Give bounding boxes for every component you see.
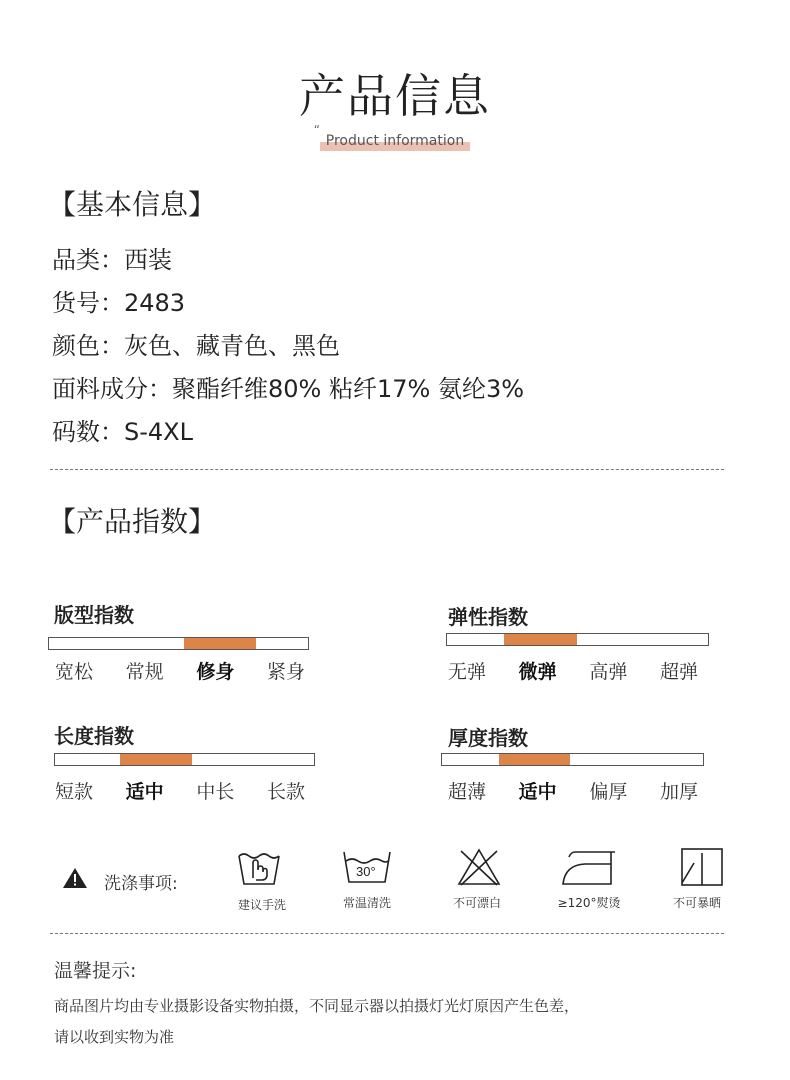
subtitle-wrap xyxy=(0,123,790,151)
no-sun-dry-icon xyxy=(680,847,724,891)
hand-wash-icon xyxy=(236,848,282,892)
basic-info-title: 【基本信息】 xyxy=(48,188,217,221)
length-index-title: 长度指数 xyxy=(54,724,134,748)
fit-label-slim: 修身 xyxy=(196,661,235,683)
thickness-label-extra-thick: 加厚 xyxy=(659,781,698,803)
divider-bottom xyxy=(50,933,724,934)
elasticity-label-none: 无弹 xyxy=(448,661,487,683)
thickness-index-labels xyxy=(448,777,698,804)
product-index-title: 【产品指数】 xyxy=(48,505,217,538)
wash-30-icon xyxy=(341,849,393,889)
elasticity-label-super: 超弹 xyxy=(659,661,698,683)
length-index-bar xyxy=(54,753,315,766)
thickness-index-bar xyxy=(441,753,704,766)
info-item-number: 货号：2483 xyxy=(52,289,186,317)
no-bleach-caption: 不可漂白 xyxy=(452,896,501,910)
info-sizes: 码数：S-4XL xyxy=(52,418,193,446)
length-index-fill xyxy=(120,754,193,765)
tips-line-2: 请以收到实物为准 xyxy=(54,1028,175,1046)
info-colors: 颜色：灰色、藏青色、黑色 xyxy=(52,332,340,360)
iron-icon xyxy=(561,847,617,891)
page-title: 产品信息 xyxy=(299,69,491,123)
thickness-index-title: 厚度指数 xyxy=(448,726,528,750)
subtitle xyxy=(313,123,470,151)
elasticity-label-slight: 微弹 xyxy=(518,661,557,683)
thickness-label-thin: 超薄 xyxy=(448,781,487,803)
no-sun-dry-caption: 不可暴晒 xyxy=(672,896,721,910)
length-label-mid-long: 中长 xyxy=(196,781,235,803)
fit-label-tight: 紧身 xyxy=(266,661,305,683)
thickness-label-medium: 适中 xyxy=(518,781,557,803)
elasticity-index-labels xyxy=(448,657,698,684)
no-bleach-icon xyxy=(456,847,502,891)
fit-label-loose: 宽松 xyxy=(55,661,94,683)
tips-line-1: 商品图片均由专业摄影设备实物拍摄，不同显示器以拍摄灯光灯原因产生色差， xyxy=(54,997,580,1015)
elasticity-index-fill xyxy=(504,634,577,645)
warning-icon xyxy=(62,866,88,894)
info-fabric: 面料成分：聚酯纤维80% 粘纤17% 氨纶3% xyxy=(52,375,525,403)
hand-wash-caption: 建议手洗 xyxy=(237,898,286,912)
wash-30-symbol: 30° xyxy=(356,864,376,879)
fit-index-fill xyxy=(184,638,257,649)
fit-label-regular: 常规 xyxy=(125,661,164,683)
fit-index-bar xyxy=(48,637,309,650)
length-label-short: 短款 xyxy=(55,781,94,803)
divider xyxy=(50,469,724,470)
length-index-labels xyxy=(55,777,305,804)
subtitle-text: Product information xyxy=(325,133,465,149)
length-label-medium: 适中 xyxy=(125,781,164,803)
elasticity-index-bar xyxy=(446,633,709,646)
iron-caption: ≥120°熨烫 xyxy=(557,896,621,910)
care-label: 洗涤事项: xyxy=(104,874,178,894)
fit-index-title: 版型指数 xyxy=(54,603,134,627)
info-category: 品类：西装 xyxy=(52,246,172,274)
length-label-long: 长款 xyxy=(266,781,305,803)
wash-30-caption: 常温清洗 xyxy=(342,896,391,910)
thickness-index-fill xyxy=(499,754,569,765)
thickness-label-thick: 偏厚 xyxy=(589,781,628,803)
fit-index-labels xyxy=(55,657,305,684)
elasticity-index-title: 弹性指数 xyxy=(448,605,528,629)
elasticity-label-high: 高弹 xyxy=(589,661,628,683)
tips-title: 温馨提示: xyxy=(54,960,137,982)
quote-mark: “ xyxy=(313,123,320,137)
